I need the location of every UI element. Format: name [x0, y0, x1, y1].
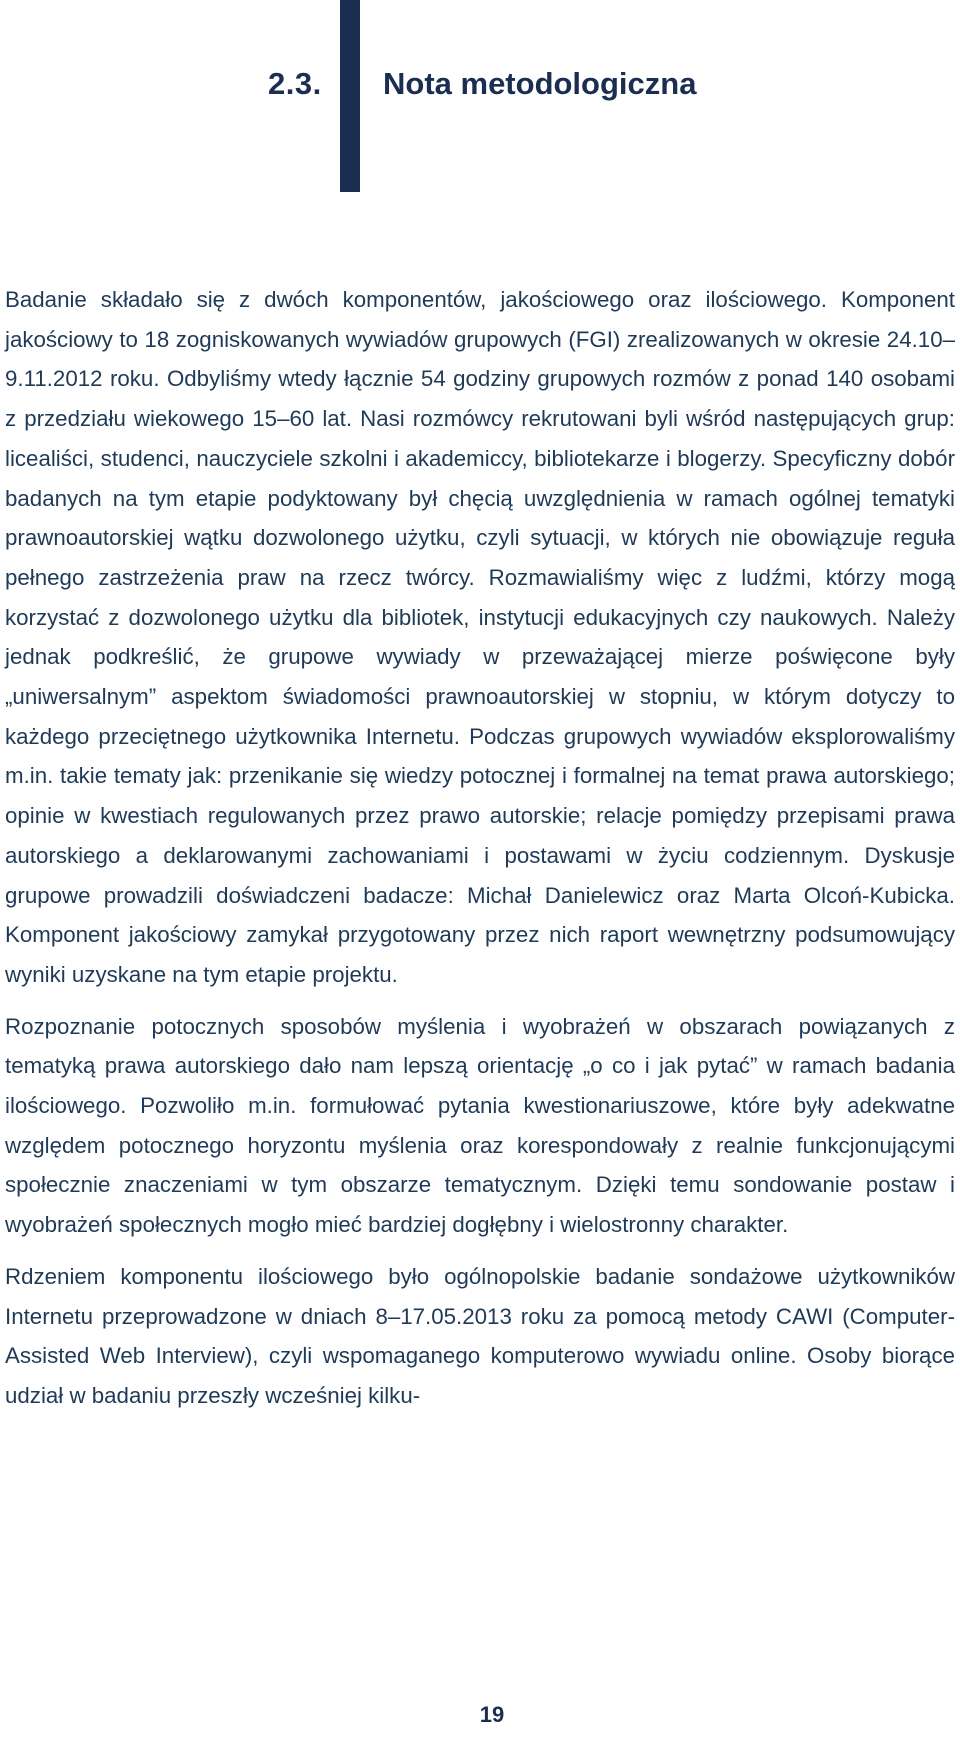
- body-text: [5, 280, 955, 1428]
- paragraph-qualitative-component: Badanie składało się z dwóch komponentów, jakościowego oraz ilościowego. Komponent jakościowy to 18 zogniskowanych wywiadów grupowych (FGI) zrealizowanych w okresie 24.10–9.11.2012 roku. Odbyliśmy wtedy łącznie 54 godziny grupowych rozmów z ponad 140 osobami z przedziału wiekowego 15–60 lat. Nasi rozmówcy rekrutowani byli wśród następujących grup: licealiści, studenci, nauczyciele szkolni i akademiccy, bibliotekarze i blogerzy. Specyficzny dobór badanych na tym etapie podyktowany był chęcią uwzględnienia w ramach ogólnej tematyki prawnoautorskiej wątku dozwolonego użytku, czyli sytuacji, w których nie obowiązuje reguła pełnego zastrzeżenia praw na rzecz twórcy. Rozmawialiśmy więc z ludźmi, którzy mogą korzystać z dozwolonego użytku dla bibliotek, instytucji edukacyjnych czy naukowych. Należy jednak podkreślić, że grupowe wywiady w przeważającej mierze poświęcone były „uniwersalnym” aspektom świadomości prawnoautorskiej w stopniu, w którym dotyczy to każdego przeciętnego użytkownika Internetu. Podczas grupowych wywiadów eksplorowaliśmy m.in. takie tematy jak: przenikanie się wiedzy potocznej i formalnej na temat prawa autorskiego; opinie w kwestiach regulowanych przez prawo autorskie; relacje pomiędzy przepisami prawa autorskiego a deklarowanymi zachowaniami i postawami w życiu codziennym. Dyskusje grupowe prowadzili doświadczeni badacze: Michał Danielewicz oraz Marta Olcoń-Kubicka. Komponent jakościowy zamykał przygotowany przez nich raport wewnętrzny podsumowujący wyniki uzyskane na tym etapie projektu.: [5, 287, 955, 987]
- section-divider-bar: [340, 0, 360, 192]
- section-header: [0, 0, 960, 200]
- section-number: 2.3.: [268, 66, 322, 101]
- section-title: Nota metodologiczna: [383, 66, 697, 101]
- page-number: 19: [479, 1702, 505, 1727]
- paragraph-quantitative-component: Rdzeniem komponentu ilościowego było ogólnopolskie badanie sondażowe użytkowników Internetu przeprowadzone w dniach 8–17.05.2013 roku za pomocą metody CAWI (Computer-Assisted Web Interview), czyli wspomaganego komputerowo wywiadu online. Osoby biorące udział w badaniu przeszły wcześniej kilku-: [5, 1263, 955, 1408]
- paragraph-orientation: Rozpoznanie potocznych sposobów myślenia i wyobrażeń w obszarach powiązanych z tematyką prawa autorskiego dało nam lepszą orientację „o co i jak pytać” w ramach badania ilościowego. Pozwoliło m.in. formułować pytania kwestionariuszowe, które były adekwatne względem potocznego horyzontu myślenia oraz korespondowały z realnie funkcjonującymi społecznie znaczeniami w tym obszarze tematycznym. Dzięki temu sondowanie postaw i wyobrażeń społecznych mogło mieć bardziej dogłębny i wielostronny charakter.: [5, 1013, 955, 1238]
